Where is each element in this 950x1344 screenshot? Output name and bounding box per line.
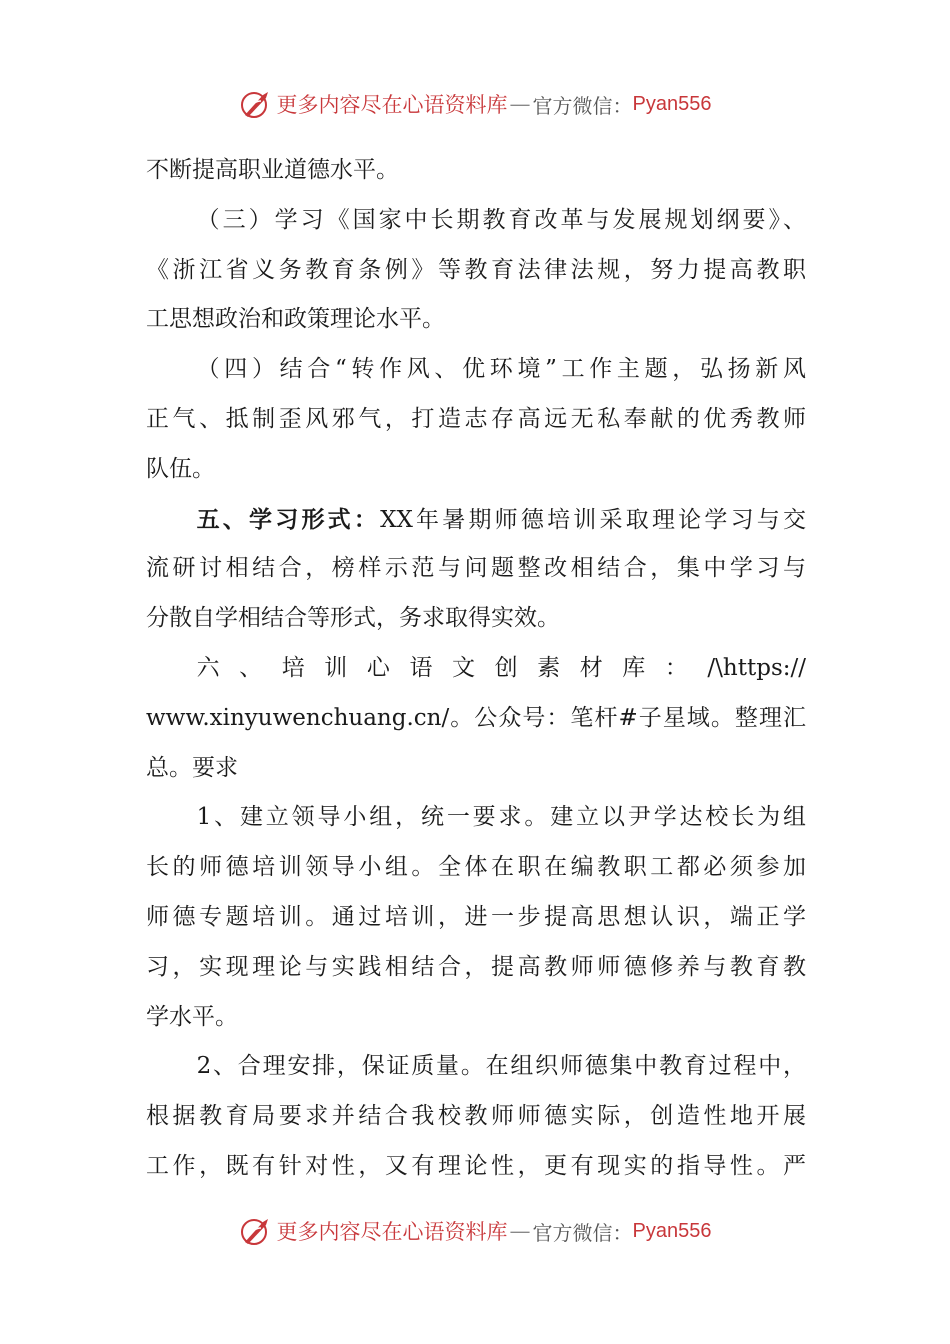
watermark-wechat-id: Pyan556 bbox=[632, 1219, 712, 1242]
watermark-brand: 更多内容尽在心语资料库 bbox=[276, 1220, 508, 1244]
watermark-brand: 更多内容尽在心语资料库 bbox=[276, 93, 508, 117]
section-5-first-line bbox=[146, 495, 806, 545]
text-line: 《浙江省义务教育条例》等教育法律法规，努力提高教职 bbox=[146, 256, 806, 283]
watermark-wechat-label: 官方微信： bbox=[532, 1220, 633, 1245]
text-line: 习，实现理论与实践相结合，提高教师师德修养与教育教 bbox=[146, 953, 806, 980]
text-line: www.xinyuwenchuang.cn/。公众号：笔杆#子星域。整理汇 bbox=[146, 704, 806, 731]
text-line: 总。要求 bbox=[146, 754, 238, 781]
pen-nib-circle-icon bbox=[239, 87, 273, 121]
text-line: 学水平。 bbox=[146, 1003, 238, 1030]
text-line: 2、合理安排，保证质量。在组织师德集中教育过程中， bbox=[196, 1053, 806, 1080]
section-5-heading: 五、学习形式： bbox=[196, 505, 381, 533]
text-line: 队伍。 bbox=[146, 455, 215, 482]
pen-nib-circle-icon bbox=[239, 1214, 273, 1248]
watermark-wechat-label: 官方微信： bbox=[532, 93, 633, 118]
text-line: 长的师德培训领导小组。全体在职在编教职工都必须参加 bbox=[146, 854, 806, 881]
section-5-text: XX年暑期师德培训采取理论学习与交 bbox=[380, 506, 806, 533]
text-line: 工思想政治和政策理论水平。 bbox=[146, 306, 445, 333]
text-line: 不断提高职业道德水平。 bbox=[146, 157, 399, 183]
text-line: 师德专题培训。通过培训，进一步提高思想认识，端正学 bbox=[146, 903, 806, 930]
watermark-wechat-id: Pyan556 bbox=[632, 92, 712, 115]
text-line: （四）结合“转作风、优环境”工作主题，弘扬新风 bbox=[196, 356, 806, 383]
text-line: （三）学习《国家中长期教育改革与发展规划纲要》、 bbox=[196, 206, 806, 233]
text-line: 六、培训心语文创素材库：/\https:// bbox=[196, 654, 806, 681]
watermark-dash: — bbox=[509, 92, 531, 116]
text-line: 正气、抵制歪风邪气，打造志存高远无私奉献的优秀教师 bbox=[146, 405, 806, 432]
text-line: 根据教育局要求并结合我校教师师德实际，创造性地开展 bbox=[146, 1103, 806, 1130]
text-line: 工作，既有针对性，又有理论性，更有现实的指导性。严 bbox=[146, 1152, 806, 1179]
text-line: 分散自学相结合等形式，务求取得实效。 bbox=[146, 605, 560, 632]
header-watermark bbox=[0, 84, 950, 124]
watermark-dash: — bbox=[509, 1219, 531, 1243]
text-line: 流研讨相结合，榜样示范与问题整改相结合，集中学习与 bbox=[146, 555, 806, 582]
text-line: 1、建立领导小组，统一要求。建立以尹学达校长为组 bbox=[196, 804, 806, 831]
footer-watermark bbox=[0, 1211, 950, 1251]
document-body bbox=[146, 146, 806, 1192]
